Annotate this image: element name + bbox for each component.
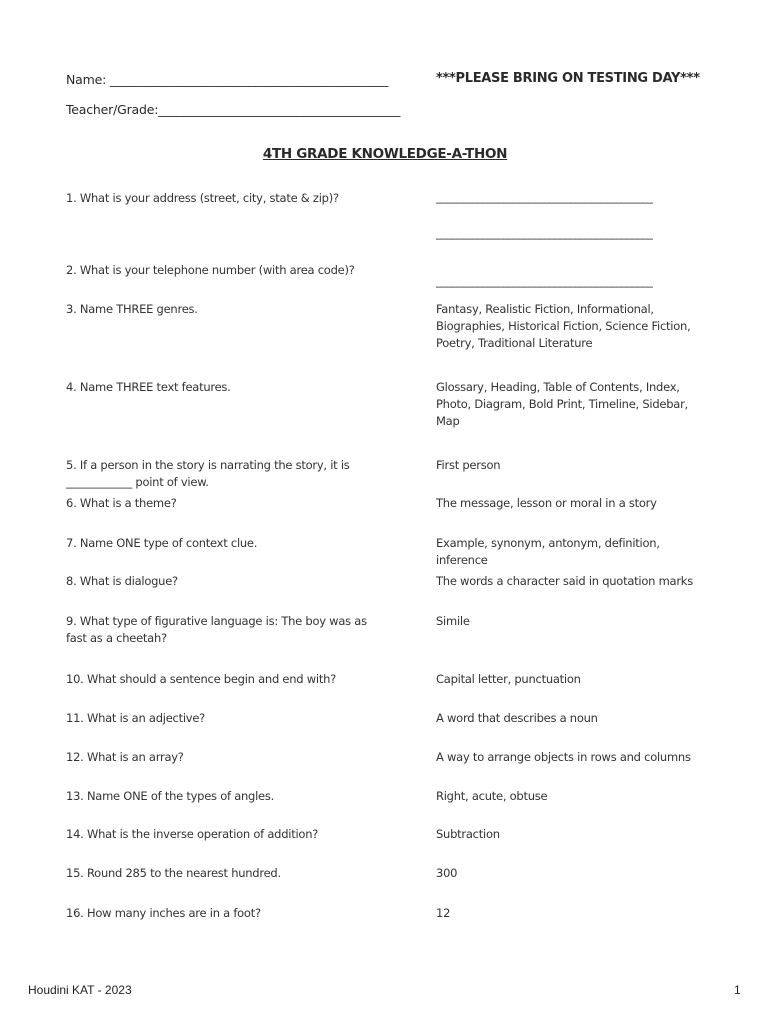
question-14: 14. What is the inverse operation of addition? — [66, 827, 319, 841]
answer-6: The message, lesson or moral in a story — [436, 496, 657, 510]
question-3: 3. Name THREE genres. — [66, 302, 198, 316]
teacher-grade-field-label: Teacher/Grade:________________________________________ — [66, 102, 401, 117]
answer-5: First person — [436, 458, 501, 472]
answer-13: Right, acute, obtuse — [436, 789, 548, 803]
answer-15: 300 — [436, 866, 458, 880]
answer-9: Simile — [436, 614, 470, 628]
footer-text: Houdini KAT - 2023 — [28, 983, 132, 997]
question-5: 5. If a person in the story is narrating the story, it is ____________ point of view. — [66, 458, 350, 489]
question-1: 1. What is your address (street, city, state & zip)? — [66, 191, 339, 205]
question-16: 16. How many inches are in a foot? — [66, 906, 261, 920]
answer-blank-1b: __________________________________________ — [436, 226, 653, 240]
question-12: 12. What is an array? — [66, 750, 184, 764]
question-8: 8. What is dialogue? — [66, 574, 178, 588]
answer-12: A way to arrange objects in rows and columns — [436, 750, 691, 764]
question-10: 10. What should a sentence begin and end with? — [66, 672, 336, 686]
question-6: 6. What is a theme? — [66, 496, 177, 510]
answer-14: Subtraction — [436, 827, 500, 841]
answer-blank-1a: __________________________________________ — [436, 190, 653, 204]
question-2: 2. What is your telephone number (with area code)? — [66, 263, 355, 277]
question-4: 4. Name THREE text features. — [66, 380, 231, 394]
answer-7: Example, synonym, antonym, definition, inference — [436, 536, 660, 567]
answer-4: Glossary, Heading, Table of Contents, Index, Photo, Diagram, Bold Print, Timeline, Sidebar, Map — [436, 380, 688, 428]
question-9: 9. What type of figurative language is: The boy was as fast as a cheetah? — [66, 614, 367, 645]
page-title: 4TH GRADE KNOWLEDGE-A-THON — [262, 146, 508, 162]
answer-11: A word that describes a noun — [436, 711, 598, 725]
question-11: 11. What is an adjective? — [66, 711, 206, 725]
answer-8: The words a character said in quotation marks — [436, 574, 693, 588]
question-7: 7. Name ONE type of context clue. — [66, 536, 258, 550]
testing-day-notice: ***PLEASE BRING ON TESTING DAY*** — [436, 71, 700, 86]
answer-3: Fantasy, Realistic Fiction, Informational, Biographies, Historical Fiction, Science Fiction, Poetry, Traditional Literature — [436, 302, 691, 350]
answer-16: 12 — [436, 906, 451, 920]
question-15: 15. Round 285 to the nearest hundred. — [66, 866, 281, 880]
question-13: 13. Name ONE of the types of angles. — [66, 789, 275, 803]
answer-10: Capital letter, punctuation — [436, 672, 581, 686]
answer-blank-2: __________________________________________ — [436, 274, 653, 288]
name-field-label: Name: ______________________________________________ — [66, 72, 389, 87]
page-number: 1 — [734, 983, 741, 997]
